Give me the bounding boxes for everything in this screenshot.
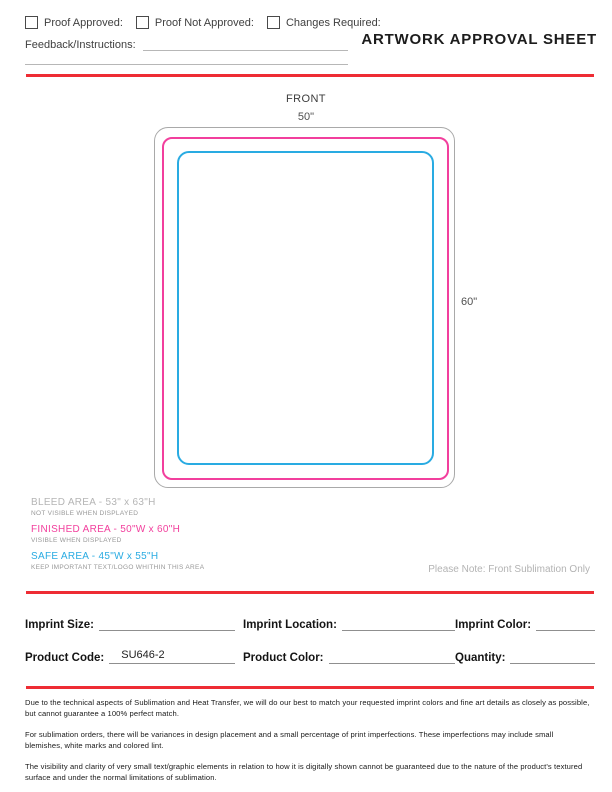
- proof-not-approved-field: [136, 16, 254, 29]
- legend-finished-title: FINISHED AREA - 50"W x 60"H: [31, 524, 181, 535]
- feedback-input-line-2[interactable]: [25, 53, 348, 65]
- legend-bleed-subtitle: NOT VISIBLE WHEN DISPLAYED: [31, 510, 139, 517]
- legend-finished-area: [31, 524, 204, 544]
- imprint-size-input-line[interactable]: [99, 615, 235, 631]
- header-divider: [26, 74, 594, 77]
- feedback-input-line-1[interactable]: [143, 39, 348, 51]
- product-code-value: SU646-2: [121, 649, 165, 661]
- quantity-label: Quantity:: [455, 652, 506, 664]
- disclaimer-divider: [26, 686, 594, 689]
- quantity-field: [455, 648, 595, 664]
- product-code-label: Product Code:: [25, 652, 105, 664]
- legend-safe-title: SAFE AREA - 45"W x 55"H: [31, 551, 159, 562]
- safe-area-outline: [177, 151, 434, 465]
- page-title: ARTWORK APPROVAL SHEET: [361, 31, 597, 48]
- proof-not-approved-label: Proof Not Approved:: [154, 16, 254, 29]
- disclaimer-paragraph-3: The visibility and clarity of very small text/graphic elements in relation to how it is digitally shown cannot be guaranteed due to the nature of the product's textured surface and under the normal limitations of sublimation.: [25, 761, 583, 782]
- imprint-location-field: [243, 615, 455, 631]
- proof-approved-field: [25, 16, 123, 29]
- imprint-color-label: Imprint Color:: [455, 619, 532, 631]
- changes-required-field: [267, 16, 381, 29]
- imprint-color-input-line[interactable]: [536, 615, 595, 631]
- form-top-divider: [26, 591, 594, 594]
- product-color-field: [243, 648, 455, 664]
- imprint-size-field: [25, 615, 235, 631]
- disclaimer-paragraph-1: Due to the technical aspects of Sublimation and Heat Transfer, we will do our best to match your requested imprint colors and fine art details as closely as possible, but cannot guarantee a 100% perfect match.: [25, 698, 590, 719]
- product-color-label: Product Color:: [243, 652, 324, 664]
- disclaimer-text: [25, 697, 592, 792]
- legend-finished-subtitle: VISIBLE WHEN DISPLAYED: [31, 537, 122, 544]
- sublimation-note: Please Note: Front Sublimation Only: [428, 564, 590, 575]
- approval-checkbox-row: [25, 16, 381, 29]
- legend-bleed-title: BLEED AREA - 53" x 63"H: [31, 497, 156, 508]
- legend-safe-area: [31, 551, 204, 571]
- product-code-input-line[interactable]: [109, 648, 235, 664]
- proof-approved-checkbox[interactable]: [25, 16, 38, 29]
- product-color-input-line[interactable]: [329, 648, 456, 664]
- feedback-instructions-label: Feedback/Instructions:: [25, 39, 136, 51]
- changes-required-label: Changes Required:: [285, 16, 381, 29]
- imprint-size-label: Imprint Size:: [25, 619, 95, 631]
- imprint-location-label: Imprint Location:: [243, 619, 337, 631]
- proof-approved-label: Proof Approved:: [44, 16, 123, 29]
- legend-bleed-area: [31, 497, 204, 517]
- imprint-color-field: [455, 615, 595, 631]
- area-legend: [31, 497, 204, 578]
- height-dimension-label: 60": [461, 296, 478, 308]
- front-view-label: FRONT: [286, 93, 326, 105]
- legend-safe-subtitle: KEEP IMPORTANT TEXT/LOGO WHITHIN THIS AREA: [31, 564, 205, 571]
- product-code-field: [25, 648, 235, 664]
- disclaimer-paragraph-2: For sublimation orders, there will be variances in design placement and a small percentage of print imperfections. These imperfections may include small blemishes, white marks and colored lint.: [25, 729, 554, 751]
- imprint-location-input-line[interactable]: [342, 615, 455, 631]
- width-dimension-label: 50": [297, 111, 315, 123]
- proof-not-approved-checkbox[interactable]: [136, 16, 149, 29]
- changes-required-checkbox[interactable]: [267, 16, 280, 29]
- quantity-input-line[interactable]: [510, 648, 595, 664]
